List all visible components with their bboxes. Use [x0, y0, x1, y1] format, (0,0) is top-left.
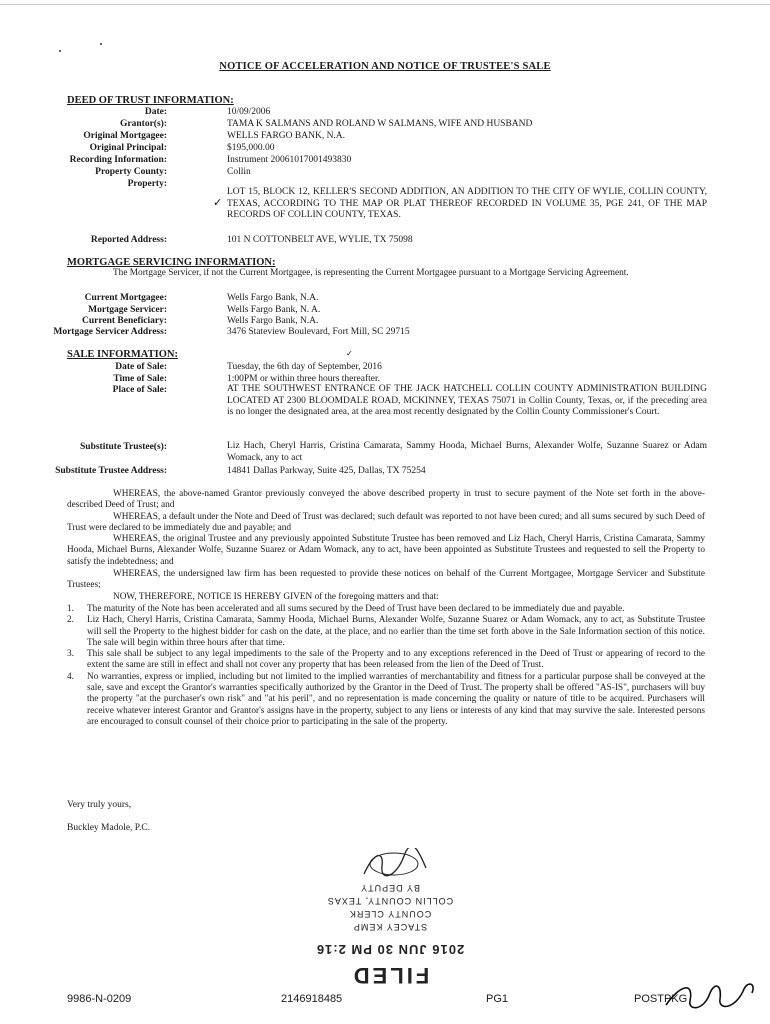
field-label: Original Mortgagee:	[83, 131, 167, 141]
deed-principal-row	[67, 142, 717, 154]
deed-section-heading: DEED OF TRUST INFORMATION:	[67, 95, 234, 106]
list-item	[67, 615, 705, 649]
field-label: Substitute Trustee(s):	[80, 442, 167, 452]
field-value: 10/09/2006	[227, 107, 271, 117]
field-value: 1:00PM or within three hours thereafter.	[227, 374, 381, 384]
footer-phone-number: 2146918485	[281, 993, 343, 1005]
field-label: Property County:	[95, 167, 167, 177]
field-label: Recording Information:	[69, 155, 167, 165]
item-number: 1.	[67, 604, 74, 614]
field-value: TAMA K SALMANS AND ROLAND W SALMANS, WIFE AND HUSBAND	[227, 119, 533, 129]
servicing-intro: The Mortgage Servicer, if not the Current Mortgagee, is representing the Current Mortgagee pursuant to a Mortgage Servicing Agreement.	[113, 268, 629, 278]
field-label: Place of Sale:	[112, 385, 167, 395]
field-label: Original Principal:	[89, 143, 167, 153]
closing-salutation: Very truly yours,	[67, 800, 132, 810]
document-title: NOTICE OF ACCELERATION AND NOTICE OF TRUSTEE'S SALE	[219, 61, 551, 72]
deed-mortgagee-row	[67, 130, 717, 142]
list-item	[67, 649, 705, 672]
field-value: 3476 Stateview Boulevard, Fort Mill, SC 29715	[227, 327, 410, 337]
field-label: Date:	[144, 107, 167, 117]
stamp-deputy: BY DEPUTY	[360, 883, 420, 893]
sale-date-row	[67, 361, 717, 373]
footer-file-number: 9986-N-0209	[67, 993, 132, 1005]
field-label: Reported Address:	[90, 235, 167, 245]
footer-post-package: POSTPKG	[634, 993, 688, 1005]
firm-name: Buckley Madole, P.C.	[67, 823, 151, 833]
check-mark-icon: ✓	[346, 349, 353, 358]
now-therefore-paragraph: NOW, THEREFORE, NOTICE IS HEREBY GIVEN of the foregoing matters and that:	[113, 592, 439, 602]
deed-grantor-row	[67, 118, 717, 130]
field-label: Current Mortgagee:	[84, 293, 167, 303]
stamp-filed-text: FILED	[350, 963, 430, 988]
field-value: Wells Fargo Bank, N.A.	[227, 316, 319, 326]
list-item	[67, 604, 705, 615]
stamp-clerk-name: STACEY KEMP	[352, 922, 428, 932]
deed-county-row	[67, 166, 717, 178]
whereas-paragraph: WHEREAS, the undersigned law firm has been requested to provide these notices on behalf of the Current Mortgagee, Mortgage Servicer and Substitute Trustees;	[67, 569, 705, 591]
item-text: No warranties, express or implied, including but not limited to the implied warranties of merchantability and fitness for a particular purpose shall be conveyed at the sale, save and except the Grantor's warranties specifically authorized by the Grantor in the Deed of Trust. The property shall be offered "AS-IS", purchasers will buy the property "at the purchaser's own risk" and "at his peril", and no representation is made concerning the quality or nature of title to be acquired. Purchasers will receive whatever interest Grantor and Grantor's assigns have in the property, subject to any liens or interests of any kind that may survive the sale. Interested persons are encouraged to consult counsel of their choice prior to participating in the sale of the property.	[87, 671, 705, 727]
substitute-trustees-value: Liz Hach, Cheryl Harris, Cristina Camarata, Sammy Hooda, Michael Burns, Alexander Wolfe, Suzanne Suarez or Adam Womack, any to act	[227, 441, 707, 463]
field-value: Wells Fargo Bank, N. A.	[227, 305, 321, 315]
item-text: This sale shall be subject to any legal impediments to the sale of the Property and to any exceptions referenced in the Deed of Trust or appearing of record to the extent the same are still in effect and shall not cover any property that has been released from the lien of the Deed of Trust.	[87, 649, 705, 671]
footer-page-label: PG1	[486, 993, 509, 1005]
sale-place-value: AT THE SOUTHWEST ENTRANCE OF THE JACK HATCHELL COLLIN COUNTY ADMINISTRATION BUILDING LOCATED AT 2300 BLOOMDALE ROAD, MCKINNEY, TEXAS 75071 in Collin County, Texas, or, if the preceding area is no longer the designated area, at the area most recently designated by the Collin County Commissioner's Court.	[227, 384, 707, 417]
item-number: 4.	[67, 671, 74, 682]
field-label: Date of Sale:	[115, 362, 167, 372]
clerk-signature-icon	[360, 848, 430, 882]
field-value: Instrument 20061017001493830	[227, 155, 352, 165]
field-label: Current Beneficiary:	[81, 316, 167, 326]
stamp-county: COLLIN COUNTY, TEXAS	[326, 896, 454, 906]
item-number: 3.	[67, 649, 74, 660]
scan-speck	[59, 50, 61, 52]
property-legal-description: LOT 15, BLOCK 12, KELLER'S SECOND ADDITION, AN ADDITION TO THE CITY OF WYLIE, COLLIN COUNTY, TEXAS, ACCORDING TO THE MAP OR PLAT THEREOF RECORDED IN VOLUME 35, PGE 241, OF THE MAP RECORDS OF COLLIN COUNTY, TEXAS.	[227, 187, 707, 220]
trustee-address-row	[55, 465, 717, 477]
notice-items-list	[67, 604, 705, 728]
whereas-paragraph: WHEREAS, the original Trustee and any previously appointed Substitute Trustee has been removed and Liz Hach, Cheryl Harris, Cristina Camarata, Sammy Hooda, Michael Burns, Alexander Wolfe, Suzanne Suarez or Adam Womack, any to act, have been appointed as Substitute Trustees and requested to sell the Property to satisfy the indebtedness; and	[67, 534, 705, 567]
field-value: $195,000.00	[227, 143, 275, 153]
stamp-date-text: 2016 JUN 30 PM 2:16	[315, 942, 465, 957]
field-value: Tuesday, the 6th day of September, 2016	[227, 362, 382, 372]
initials-signature-icon	[660, 975, 760, 1020]
deed-recording-row	[67, 154, 717, 166]
stamp-clerk-title: COUNTY CLERK	[348, 909, 432, 919]
list-item	[67, 672, 705, 728]
field-label: Property:	[127, 179, 167, 189]
deed-date-row	[67, 106, 717, 118]
field-label: Mortgage Servicer Address:	[53, 327, 167, 337]
check-mark-icon: ✓	[213, 197, 223, 209]
sale-section-heading: SALE INFORMATION:	[67, 349, 178, 360]
item-text: The maturity of the Note has been accelerated and all sums secured by the Deed of Trust have been declared to be immediately due and payable.	[87, 604, 625, 614]
item-number: 2.	[67, 615, 74, 626]
servicer-address-row	[53, 326, 717, 338]
reported-address-row	[67, 234, 717, 246]
servicing-section-heading: MORTGAGE SERVICING INFORMATION:	[67, 257, 276, 268]
whereas-paragraph: WHEREAS, a default under the Note and Deed of Trust was declared; such default was reported to not have been cured; and all sums secured by such Deed of Trust were declared to be immediately due and payable; and	[67, 512, 705, 534]
current-mortgagee-row	[67, 292, 717, 304]
field-value: Wells Fargo Bank, N.A.	[227, 293, 319, 303]
field-label: Time of Sale:	[113, 374, 167, 384]
field-label: Grantor(s):	[120, 119, 167, 129]
scan-speck	[100, 43, 102, 45]
field-label: Mortgage Servicer:	[88, 305, 167, 315]
field-label: Substitute Trustee Address:	[55, 466, 167, 476]
field-value: WELLS FARGO BANK, N.A.	[227, 131, 346, 141]
scan-artifact-line	[0, 4, 770, 5]
field-value: 101 N COTTONBELT AVE, WYLIE, TX 75098	[227, 235, 413, 245]
whereas-paragraph: WHEREAS, the above-named Grantor previously conveyed the above described property in trust to secure payment of the Note set forth in the above-described Deed of Trust; and	[67, 489, 705, 511]
field-value: 14841 Dallas Parkway, Suite 425, Dallas, TX 75254	[227, 466, 426, 476]
item-text: Liz Hach, Cheryl Harris, Cristina Camarata, Sammy Hooda, Michael Burns, Alexander Wolfe, Suzanne Suarez or Adam Womack, any to act, as Substitute Trustee will sell the Property to the highest bidder for cash on the date, at the place, and no earlier than the time set forth above in the Sale Information section of this notice. The sale will begin within three hours after that time.	[87, 615, 705, 648]
field-value: Collin	[227, 167, 251, 177]
